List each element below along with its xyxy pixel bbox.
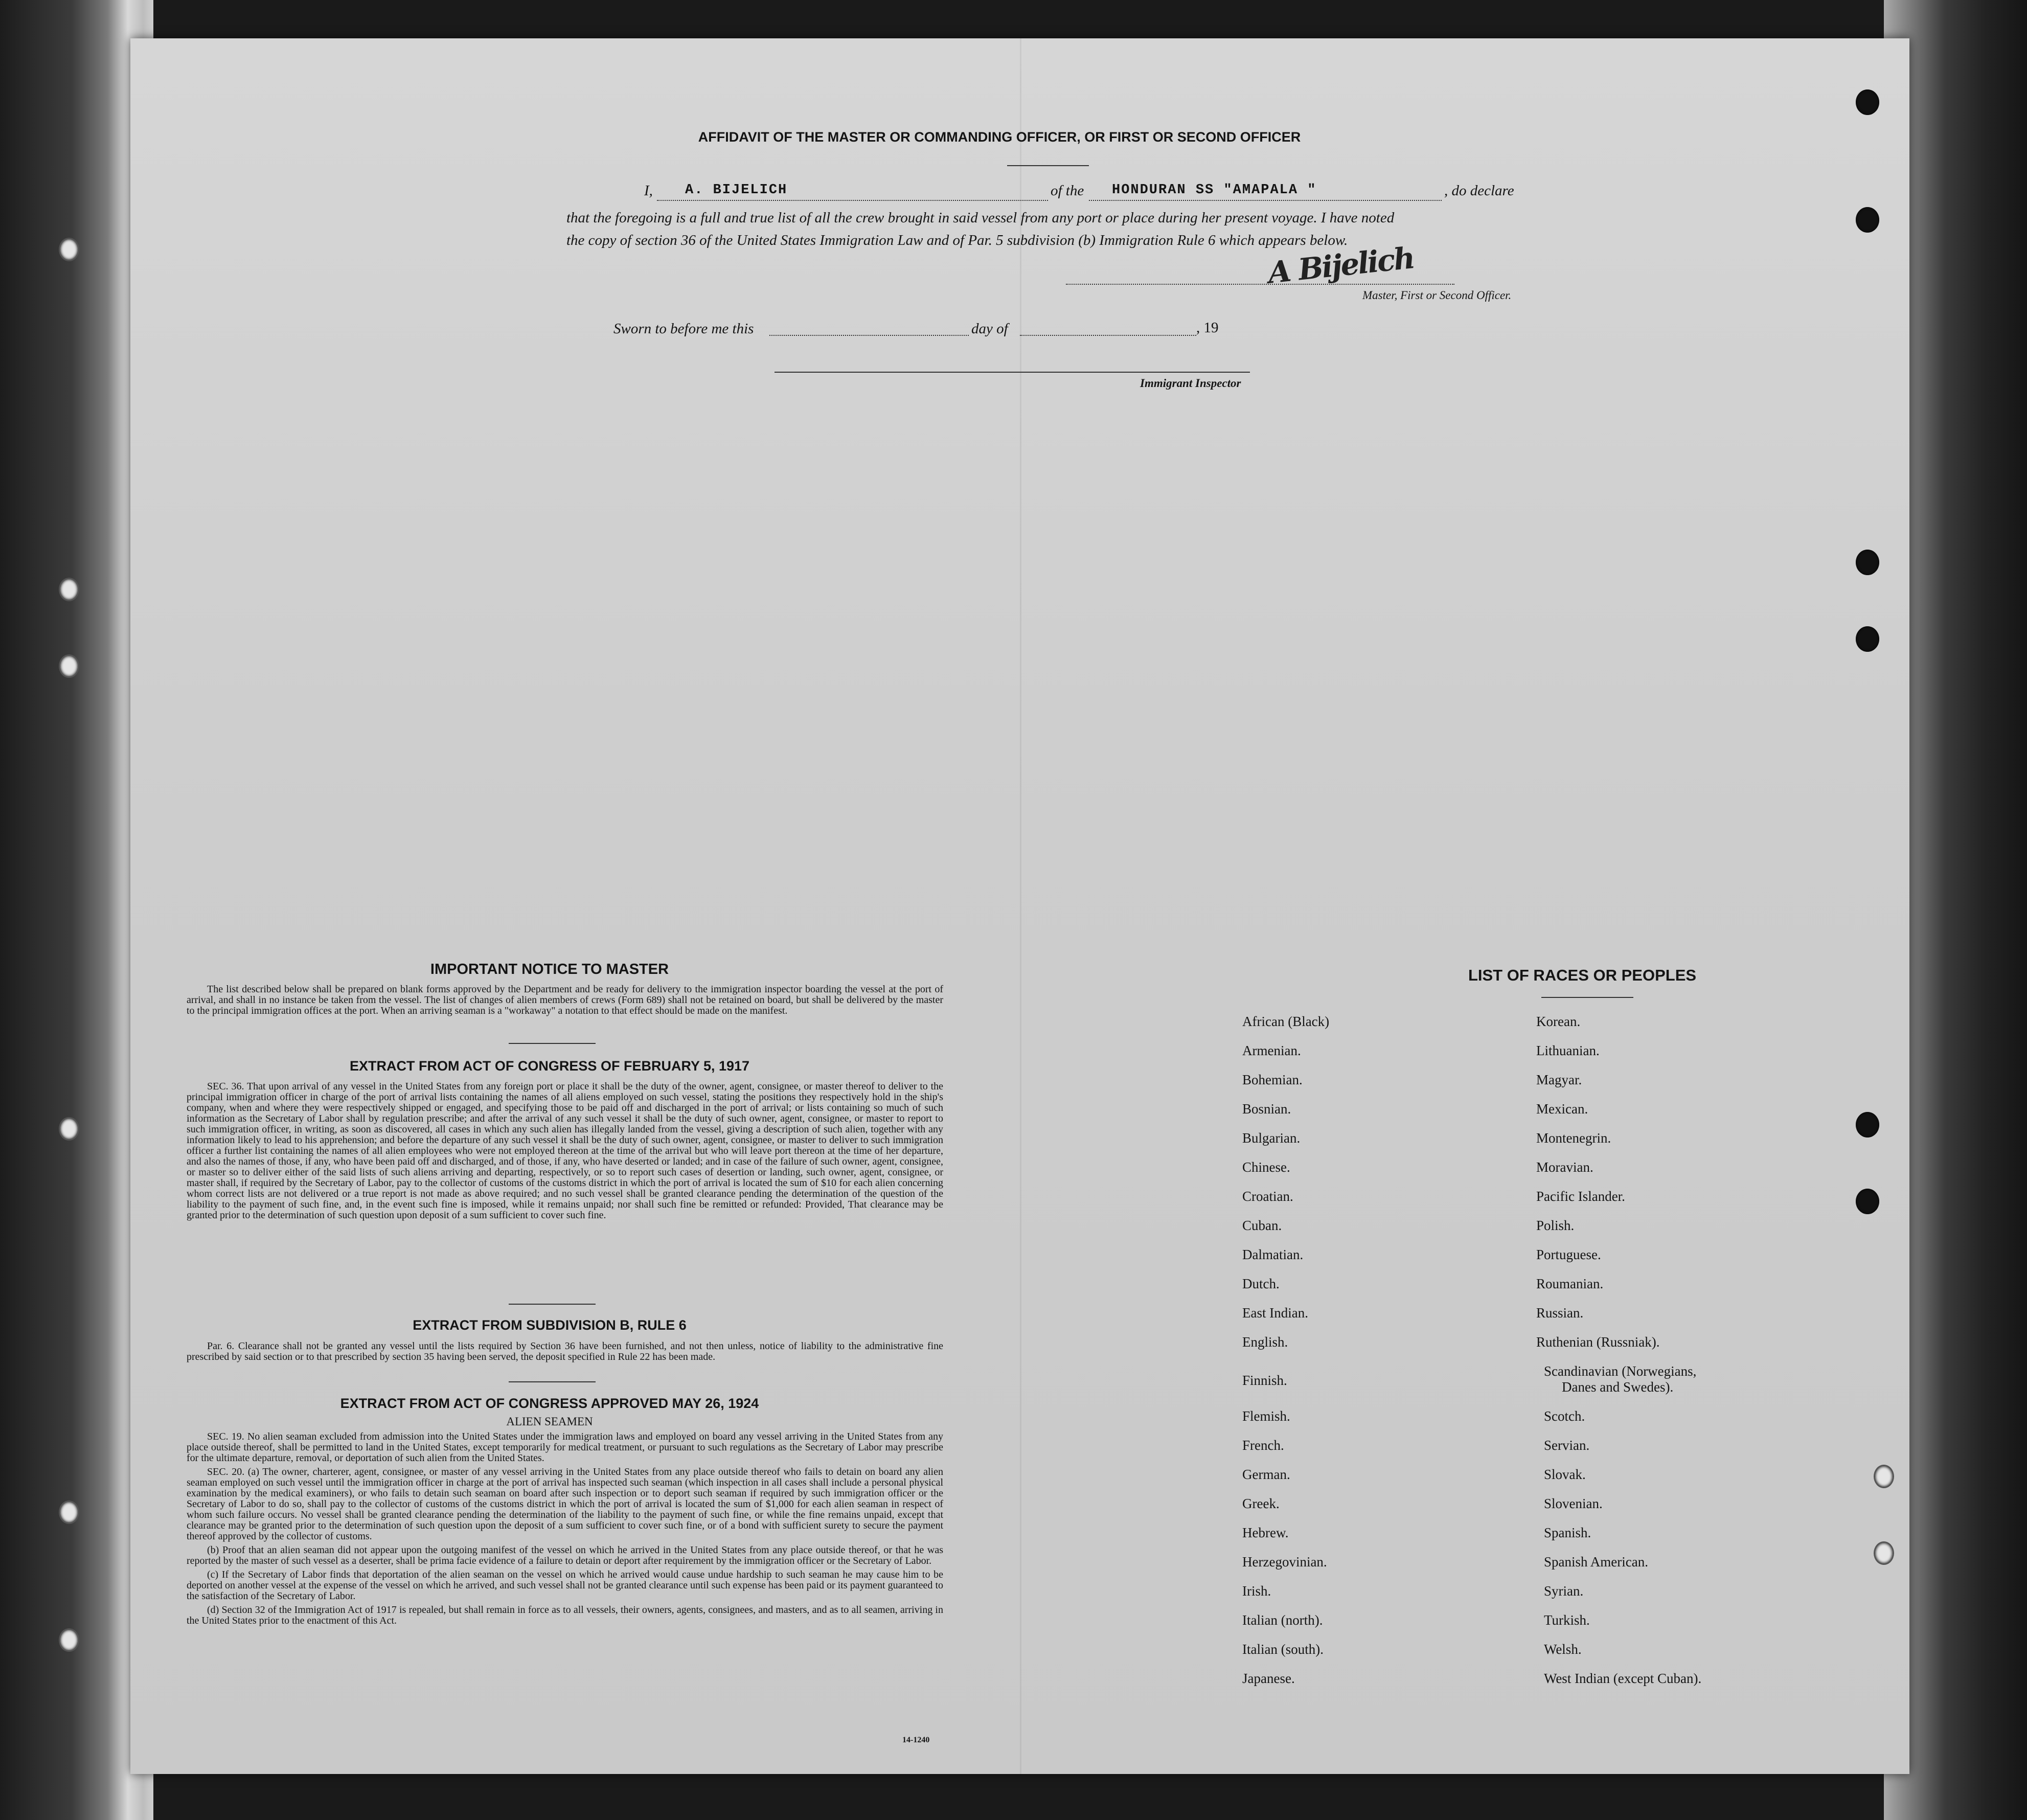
race-item: Moravian.: [1536, 1159, 1593, 1175]
races-title: LIST OF RACES OR PEOPLES: [1468, 966, 1697, 984]
center-fold: [1020, 38, 1021, 1774]
race-item: Spanish American.: [1544, 1554, 1648, 1569]
alien-seamen-subtitle: ALIEN SEAMEN: [506, 1415, 593, 1428]
sworn-label: Sworn to before me this: [613, 321, 754, 337]
master-signature: A Bijelich: [1266, 240, 1416, 290]
race-item: Hebrew.: [1242, 1525, 1289, 1540]
race-item: Irish.: [1242, 1583, 1271, 1599]
section-20d-paragraph: (d) Section 32 of the Immigration Act of 1917 is repealed, but shall remain in force as to all vessels, their owners, agents, consignees, and masters, and as to all seamen, arriving in the United States prior to the enactment of this Act.: [187, 1604, 943, 1626]
race-item: Danes and Swedes).: [1562, 1379, 1674, 1395]
race-item: Bohemian.: [1242, 1072, 1303, 1087]
race-item: Slovenian.: [1544, 1496, 1603, 1511]
master-name-field: A. BIJELICH: [685, 183, 788, 198]
title-underline: [1007, 165, 1089, 166]
section-20b-paragraph: (b) Proof that an alien seaman did not appear upon the outgoing manifest of the vessel on which he arrived in the United States from any place outside thereof, or that he was reported by the master of such vessel as a deserter, shall be prima facie evidence of a failure to detain or deport after requirement by the immigration officer or the Secretary of Labor.: [187, 1544, 943, 1566]
race-item: Cuban.: [1242, 1218, 1282, 1233]
section-19-paragraph: SEC. 19. No alien seaman excluded from admission into the United States under the immigration laws and employed on board any vessel arriving in the United States from any place outside thereof, shall be permitted to land in the United States, except temporarily for medical treatment, or pursuant to such regulations as the Secretary of Labor may prescribe for the ultimate departure, removal, or deportation of such alien from the United States.: [187, 1431, 943, 1464]
race-item: Dutch.: [1242, 1276, 1280, 1291]
i-label: I,: [644, 183, 653, 199]
race-item: Scandinavian (Norwegians,: [1544, 1363, 1697, 1379]
extract-1924-text: [187, 1431, 943, 1629]
extract-1917-text: [187, 1081, 943, 1224]
affidavit-page: [130, 38, 1909, 1774]
inspector-label: Immigrant Inspector: [1140, 377, 1241, 390]
form-number: 14-1240: [902, 1736, 930, 1744]
vessel-name-line: [1089, 200, 1442, 201]
race-item: West Indian (except Cuban).: [1544, 1671, 1702, 1686]
sworn-date-line: [769, 335, 969, 336]
races-title-underline: [1541, 997, 1633, 998]
binder-hole: [59, 1628, 79, 1652]
race-item: Bulgarian.: [1242, 1130, 1301, 1146]
declaration-line-2: that the foregoing is a full and true list of all the crew brought in said vessel from any port or place during her present voyage. I have noted: [566, 210, 1395, 226]
race-item: Pacific Islander.: [1536, 1189, 1625, 1204]
race-item: French.: [1242, 1438, 1284, 1453]
race-item: Croatian.: [1242, 1189, 1293, 1204]
race-item: Roumanian.: [1536, 1276, 1604, 1291]
notice-divider: [509, 1043, 596, 1044]
year-label: , 19: [1196, 320, 1219, 336]
race-item: Greek.: [1242, 1496, 1280, 1511]
extract-1924-title: EXTRACT FROM ACT OF CONGRESS APPROVED MAY 26, 1924: [340, 1396, 759, 1411]
extract-1917-divider: [509, 1304, 596, 1305]
binder-hole: [59, 1117, 79, 1141]
race-item: East Indian.: [1242, 1305, 1308, 1321]
race-item: Korean.: [1536, 1014, 1581, 1029]
race-item: Turkish.: [1544, 1612, 1590, 1628]
inspector-signature-line: [775, 372, 1250, 373]
section-36-paragraph: SEC. 36. That upon arrival of any vessel in the United States from any foreign port or place it shall be the duty of the owner, agent, consignee, or master thereof to deliver to the principal immigration officer in charge of the port of arrival lists containing the names of all aliens employed on such vessel, stating the positions they respectively hold in the ship's company, when and where they were respectively shipped or engaged, and specifying those to be paid off and discharged in the port of arrival; or lists containing so much of such information as the Secretary of Labor shall by regulation prescribe; and after the arrival of any such vessel it shall be the duty of such owner, agent, consignee, or master to report to such immigration officer, in writing, as soon as discovered, all cases in which any such alien has illegally landed from the vessel, giving a description of such alien, together with any information likely to lead to his apprehension; and before the departure of any such vessel it shall be the duty of such owner, agent, consignee, or master to deliver to such immigration officer a further list containing the names of all alien employees who were not employed thereon at the time of the arrival but who will leave port thereon at the time of her departure, and also the names of those, if any, who have been paid off and discharged, and of those, if any, who have deserted or landed; and in case of the failure of such owner, agent, consignee, or master so to deliver either of the said lists of such aliens arriving and departing, respectively, or so to report such cases of desertion or landing, such owner, agent, consignee, or master shall, if required by the Secretary of Labor, pay to the collector of customs of the customs district in which the port of arrival is located the sum of $10 for each alien concerning whom correct lists are not delivered or a true report is not made as above required; and no such vessel shall be granted clearance pending the determination of the question of the liability to the payment of such fine, and, in the event such fine is imposed, while it remains unpaid; nor shall such fine be remitted or refunded: Provided, That clearance may be granted prior to the determination of such question upon deposit of a sum sufficient to cover such fine.: [187, 1081, 943, 1221]
punch-hole: [1874, 1465, 1894, 1488]
race-item: English.: [1242, 1334, 1288, 1350]
race-item: Finnish.: [1242, 1373, 1287, 1388]
race-item: Flemish.: [1242, 1408, 1290, 1424]
punch-hole: [1856, 626, 1879, 652]
notice-title: IMPORTANT NOTICE TO MASTER: [430, 961, 669, 977]
race-item: Ruthenian (Russniak).: [1536, 1334, 1660, 1350]
day-of-line: [1020, 335, 1196, 336]
punch-hole: [1874, 1541, 1894, 1565]
race-item: Italian (north).: [1242, 1612, 1323, 1628]
rule-6-text: [187, 1341, 943, 1366]
master-name-line: [657, 200, 1048, 201]
race-item: Welsh.: [1544, 1642, 1582, 1657]
affidavit-title: AFFIDAVIT OF THE MASTER OR COMMANDING OFFICER, OR FIRST OR SECOND OFFICER: [698, 129, 1301, 145]
signature-line: [1066, 284, 1454, 285]
binder-hole: [59, 578, 79, 601]
race-item: Montenegrin.: [1536, 1130, 1611, 1146]
race-item: Italian (south).: [1242, 1642, 1324, 1657]
section-20c-paragraph: (c) If the Secretary of Labor finds that deportation of the alien seaman on the vessel on which he arrived would cause undue hardship to such seaman he may cause him to be deported on another vessel at the expense of the vessel on which he arrived, and such vessel shall not be granted clearance until such expense has been paid or its payment guaranteed to the satisfaction of the Secretary of Labor.: [187, 1569, 943, 1602]
rule-6-divider: [509, 1381, 596, 1382]
punch-hole: [1856, 1112, 1879, 1138]
race-item: Scotch.: [1544, 1408, 1585, 1424]
race-item: Portuguese.: [1536, 1247, 1601, 1262]
notice-text: [187, 984, 943, 1019]
race-item: German.: [1242, 1467, 1290, 1482]
extract-1917-title: EXTRACT FROM ACT OF CONGRESS OF FEBRUARY 5, 1917: [349, 1058, 750, 1074]
race-item: Bosnian.: [1242, 1101, 1291, 1117]
punch-hole: [1856, 207, 1879, 233]
declare-label: , do declare: [1444, 183, 1514, 199]
race-item: Mexican.: [1536, 1101, 1588, 1117]
binder-hole: [59, 1500, 79, 1524]
vessel-name-field: HONDURAN SS "AMAPALA ": [1112, 183, 1317, 198]
punch-hole: [1856, 1189, 1879, 1214]
rule-6-paragraph: Par. 6. Clearance shall not be granted any vessel until the lists required by Section 36 have been furnished, and not then unless, notice of liability to the administrative fine prescribed by said section or to that prescribed by section 35 having been served, the deposit specified in Rule 22 has been made.: [187, 1340, 943, 1362]
signer-title: Master, First or Second Officer.: [1362, 289, 1512, 302]
section-20a-paragraph: SEC. 20. (a) The owner, charterer, agent, consignee, or master of any vessel arriving in the United States from any place outside thereof who fails to detain on board any alien seaman employed on such vessel until the immigration officer in charge at the port of arrival has inspected such seaman (which inspection in all cases shall include a personal physical examination by the medical examiners), or who fails to detain such seaman on board after such inspection or to deport such seaman if required by such immigration officer or the Secretary of Labor to do so, shall pay to the collector of customs of the customs district in which the port of arrival is located the sum of $1,000 for each alien seaman in respect of whom such failure occurs. No vessel shall be granted clearance pending the determination of the liability to the payment of such fine, or while the fine remains unpaid, except that clearance may be granted prior to the determination of such question upon the deposit of a sum sufficient to cover such fine, or of a bond with sufficient surety to secure the payment thereof approved by the collector of customs.: [187, 1466, 943, 1542]
rule-6-title: EXTRACT FROM SUBDIVISION B, RULE 6: [413, 1317, 687, 1333]
declaration-line-3: the copy of section 36 of the United States Immigration Law and of Par. 5 subdivision (b) Immigration Rule 6 which appears below.: [566, 232, 1348, 248]
binder-hole: [59, 654, 79, 678]
race-item: Japanese.: [1242, 1671, 1295, 1686]
race-item: Spanish.: [1544, 1525, 1591, 1540]
binder-hole: [59, 238, 79, 261]
day-of-label: day of: [971, 321, 1008, 337]
race-item: Polish.: [1536, 1218, 1575, 1233]
race-item: Slovak.: [1544, 1467, 1586, 1482]
race-item: Dalmatian.: [1242, 1247, 1304, 1262]
race-item: Herzegovinian.: [1242, 1554, 1327, 1569]
race-item: Magyar.: [1536, 1072, 1582, 1087]
race-item: Russian.: [1536, 1305, 1584, 1321]
race-item: Syrian.: [1544, 1583, 1584, 1599]
race-item: African (Black): [1242, 1014, 1330, 1029]
race-item: Servian.: [1544, 1438, 1590, 1453]
race-item: Lithuanian.: [1536, 1043, 1600, 1058]
race-item: Chinese.: [1242, 1159, 1290, 1175]
punch-hole: [1856, 89, 1879, 115]
race-item: Armenian.: [1242, 1043, 1301, 1058]
punch-hole: [1856, 550, 1879, 575]
notice-paragraph: The list described below shall be prepared on blank forms approved by the Department and be ready for delivery to the immigration inspector boarding the vessel at the port of arrival, and shall in no instance be taken from the vessel. The list of changes of alien members of crews (Form 689) shall not be retained on board, but shall be delivered by the master to the principal immigration offices at the port. When an arriving seaman is a "workaway" a notation to that effect should be made on the manifest.: [187, 984, 943, 1016]
of-the-label: of the: [1051, 183, 1084, 199]
